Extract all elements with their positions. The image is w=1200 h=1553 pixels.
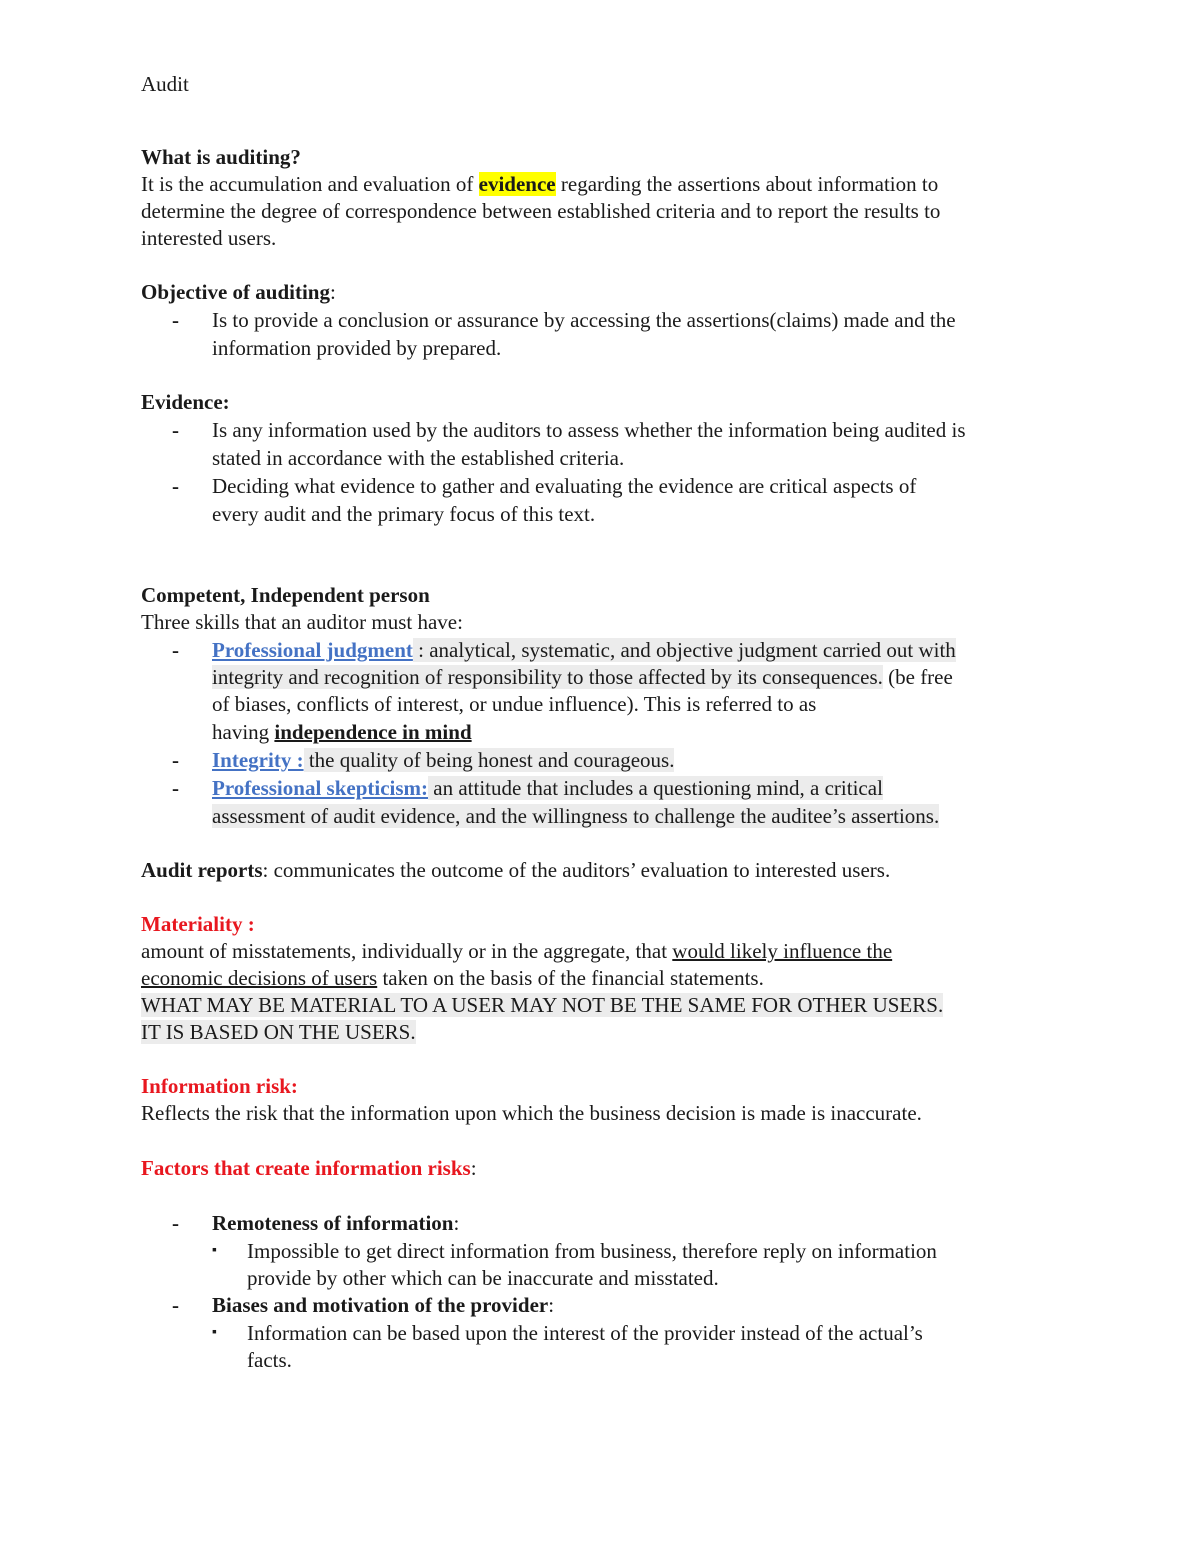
information-risk-text: Reflects the risk that the information upon which the business decision is made is inaccurate. (141, 1101, 922, 1125)
heading-evidence: Evidence: (141, 390, 230, 414)
skepticism-line-2: assessment of audit evidence, and the willingness to challenge the auditee’s assertions. (212, 804, 940, 828)
materiality-line-4: IT IS BASED ON THE USERS. (141, 1020, 416, 1044)
evidence-bullet-2-line-2: every audit and the primary focus of this text. (212, 502, 596, 526)
factor-2-line-2: facts. (247, 1348, 292, 1372)
audit-reports-line: Audit reports: communicates the outcome of the auditors’ evaluation to interested users. (141, 858, 891, 882)
highlight-evidence: evidence (478, 172, 556, 196)
factor-1-line-1: Impossible to get direct information from business, therefore reply on information (247, 1239, 937, 1263)
objective-bullet-line-1: Is to provide a conclusion or assurance by accessing the assertions(claims) made and the (212, 308, 956, 332)
heading-information-risk: Information risk: (141, 1074, 298, 1098)
integrity-line: Integrity : the quality of being honest and courageous. (212, 748, 675, 772)
heading-competent-person: Competent, Independent person (141, 583, 430, 607)
bullet-dash: - (172, 1293, 179, 1317)
bullet-dash: - (172, 638, 179, 662)
objective-bullet-line-2: information provided by prepared. (212, 336, 502, 360)
auditing-definition-line-3: interested users. (141, 226, 277, 250)
skepticism-line-1: Professional skepticism: an attitude that includes a questioning mind, a critical (212, 776, 883, 800)
materiality-line-1: amount of misstatements, individually or in the aggregate, that would likely influence the (141, 939, 893, 963)
judgment-line-4: having independence in mind (212, 720, 472, 744)
bullet-dash: - (172, 418, 179, 442)
heading-factors: Factors that create information risks: (141, 1156, 477, 1180)
evidence-bullet-1-line-1: Is any information used by the auditors to assess whether the information being audited is (212, 418, 966, 442)
evidence-bullet-1-line-2: stated in accordance with the established criteria. (212, 446, 625, 470)
factor-2-line-1: Information can be based upon the interest of the provider instead of the actual’s (247, 1321, 923, 1345)
square-bullet-icon: ▪ (212, 1243, 217, 1258)
term-professional-judgment: Professional judgment (212, 638, 413, 662)
factor-2-title: Biases and motivation of the provider: (212, 1293, 555, 1317)
term-integrity: Integrity : (212, 748, 304, 772)
materiality-line-2: economic decisions of users taken on the basis of the financial statements. (141, 966, 764, 990)
document-title: Audit (141, 72, 189, 96)
judgment-line-3: of biases, conflicts of interest, or undue influence). This is referred to as (212, 692, 817, 716)
factor-1-title: Remoteness of information: (212, 1211, 460, 1235)
heading-materiality: Materiality : (141, 912, 255, 936)
bullet-dash: - (172, 748, 179, 772)
factor-1-line-2: provide by other which can be inaccurate and misstated. (247, 1266, 719, 1290)
judgment-line-2: integrity and recognition of responsibility to those affected by its consequences. (be free (212, 665, 953, 689)
materiality-line-3: WHAT MAY BE MATERIAL TO A USER MAY NOT BE THE SAME FOR OTHER USERS. (141, 993, 944, 1017)
square-bullet-icon: ▪ (212, 1325, 217, 1340)
heading-objective: Objective of auditing: (141, 280, 336, 304)
term-professional-skepticism: Professional skepticism: (212, 776, 429, 800)
skills-intro: Three skills that an auditor must have: (141, 610, 463, 634)
auditing-definition-line-1: It is the accumulation and evaluation of evidence regarding the assertions about information to (141, 172, 939, 196)
heading-what-is-auditing: What is auditing? (141, 145, 301, 169)
auditing-definition-line-2: determine the degree of correspondence between established criteria and to report the results to (141, 199, 941, 223)
term-independence-in-mind: independence in mind (274, 720, 472, 744)
evidence-bullet-2-line-1: Deciding what evidence to gather and evaluating the evidence are critical aspects of (212, 474, 917, 498)
bullet-dash: - (172, 776, 179, 800)
bullet-dash: - (172, 1211, 179, 1235)
bullet-dash: - (172, 308, 179, 332)
bullet-dash: - (172, 474, 179, 498)
judgment-line-1: Professional judgment : analytical, systematic, and objective judgment carried out with (212, 638, 956, 662)
